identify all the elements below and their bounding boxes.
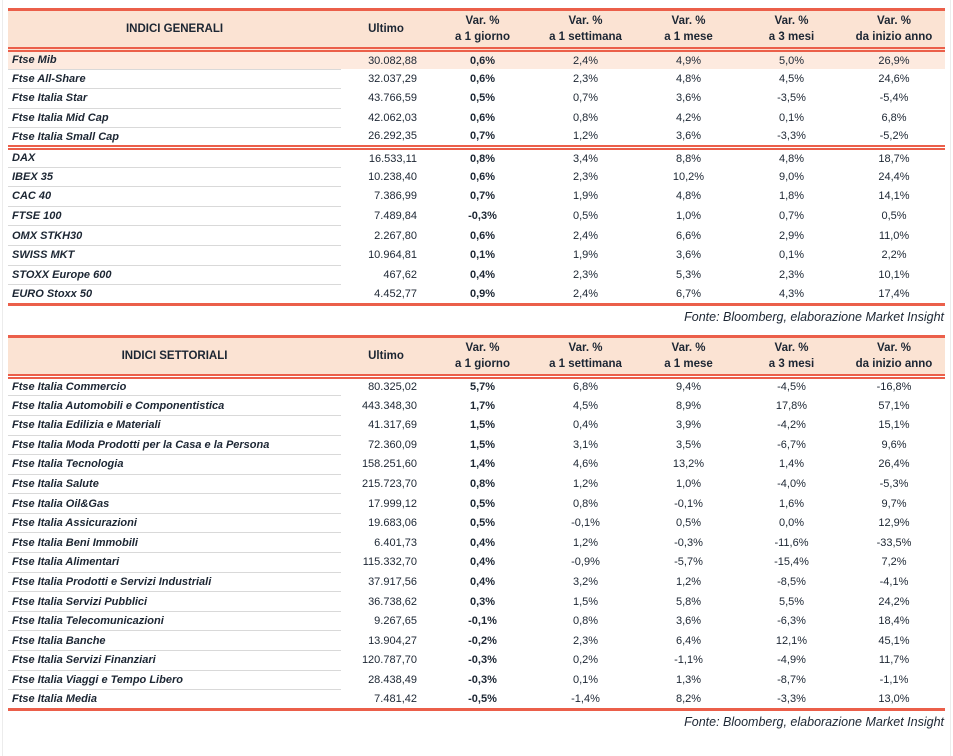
var-percent-cell: 4,2%: [675, 112, 702, 125]
var-percent-cell: 1,0%: [675, 210, 702, 223]
var-percent-cell: -4,0%: [777, 477, 806, 490]
var-percent-cell: 6,6%: [675, 229, 702, 242]
var-percent-cell: 0,4%: [469, 556, 496, 569]
table-row: [8, 435, 945, 455]
table-title-sector: INDICI SETTORIALI: [8, 336, 341, 376]
table-row: [8, 89, 945, 109]
var-percent-cell: 8,9%: [675, 399, 702, 412]
var-percent-cell: 4,8%: [675, 72, 702, 85]
last-value-cell: 120.787,70: [361, 654, 417, 667]
last-value-cell: 26.292,35: [368, 130, 417, 143]
var-percent-cell: 0,3%: [469, 595, 496, 608]
var-percent-cell: 1,0%: [675, 477, 702, 490]
var-percent-cell: 1,9%: [572, 190, 599, 203]
index-name-cell: Ftse Italia Oil&Gas: [8, 494, 341, 514]
index-name-cell: Ftse Italia Beni Immobili: [8, 533, 341, 553]
source-note: Fonte: Bloomberg, elaborazione Market Insight: [684, 714, 944, 729]
index-name-cell: Ftse Italia Commercio: [8, 376, 341, 396]
var-percent-cell: 2,4%: [572, 229, 599, 242]
var-percent-cell: -11,6%: [774, 536, 809, 549]
var-percent-cell: 17,8%: [775, 399, 808, 412]
index-name-cell: IBEX 35: [8, 167, 341, 187]
var-percent-cell: -1,1%: [674, 654, 703, 667]
index-name-cell: Ftse Italia Media: [8, 690, 341, 710]
last-value-cell: 30.082,88: [341, 50, 431, 70]
last-value-cell: 37.917,56: [368, 575, 417, 588]
var-percent-cell: -0,3%: [468, 673, 497, 686]
var-percent-cell: -3,3%: [740, 690, 843, 710]
var-percent-cell: 1,4%: [778, 458, 805, 471]
var-percent-cell: 1,7%: [469, 399, 496, 412]
page-right-edge: [950, 0, 951, 756]
column-header-line2: da inizio anno: [855, 31, 933, 43]
last-value-cell: 13.904,27: [368, 634, 417, 647]
var-percent-cell: -6,7%: [777, 438, 806, 451]
var-percent-cell: 15,1%: [878, 419, 910, 432]
var-percent-cell: 4,3%: [740, 285, 843, 305]
var-percent-cell: 3,6%: [675, 130, 702, 143]
column-header-line1: Var. %: [671, 15, 706, 27]
index-name-cell: Ftse Italia Star: [8, 89, 341, 109]
table-header: [8, 336, 945, 376]
index-name-cell: Ftse Italia Moda Prodotti per la Casa e la Persona: [8, 435, 341, 455]
var-percent-cell: 5,0%: [740, 50, 843, 70]
last-value-cell: 4.452,77: [341, 285, 431, 305]
column-header-line1: Var. %: [774, 15, 809, 27]
var-percent-cell: 9,0%: [778, 170, 805, 183]
column-header-line1: Var. %: [568, 15, 603, 27]
var-percent-cell: 1,3%: [675, 673, 702, 686]
var-percent-cell: 12,9%: [878, 517, 910, 530]
var-percent-cell: 0,6%: [431, 50, 534, 70]
var-percent-cell: 8,8%: [637, 147, 740, 167]
var-percent-cell: 6,8%: [881, 112, 907, 125]
table-row: [8, 690, 945, 710]
var-percent-cell: 24,2%: [878, 595, 910, 608]
column-header-line2: a 1 giorno: [455, 357, 510, 370]
var-percent-cell: -4,5%: [777, 381, 806, 394]
column-header-line2: a 3 mesi: [768, 31, 815, 43]
table-row: [8, 108, 945, 128]
index-name-cell: EURO Stoxx 50: [8, 285, 341, 305]
var-percent-cell: 0,4%: [572, 419, 599, 432]
column-header-var-3m: [740, 336, 843, 376]
var-percent-cell: 11,0%: [878, 229, 910, 242]
var-percent-cell: 9,6%: [881, 438, 907, 451]
var-percent-cell: 57,1%: [878, 399, 910, 412]
var-percent-cell: -5,3%: [879, 477, 909, 490]
var-percent-cell: 0,9%: [431, 285, 534, 305]
column-header-line2: a 1 mese: [664, 357, 713, 370]
column-header-var-3m: [740, 10, 843, 50]
table-row: [8, 415, 945, 435]
table-row: [8, 69, 945, 89]
column-header-line1: Var. %: [877, 341, 911, 354]
var-percent-cell: 1,2%: [572, 130, 599, 143]
var-percent-cell: 0,4%: [469, 575, 496, 588]
var-percent-cell: 0,5%: [572, 210, 599, 223]
index-name-cell: Ftse Italia Tecnologia: [8, 455, 341, 475]
table-row: [8, 187, 945, 207]
var-percent-cell: 10,2%: [672, 170, 705, 183]
var-percent-cell: -8,5%: [777, 575, 806, 588]
var-percent-cell: -3,5%: [777, 92, 806, 105]
index-name-cell: Ftse Italia Telecomunicazioni: [8, 611, 341, 631]
var-percent-cell: 0,4%: [469, 268, 496, 281]
var-percent-cell: -5,7%: [674, 556, 703, 569]
var-percent-cell: 4,5%: [572, 399, 599, 412]
var-percent-cell: 4,9%: [637, 50, 740, 70]
last-value-cell: 32.037,29: [368, 72, 417, 85]
column-header-line2: da inizio anno: [855, 357, 933, 370]
table-row: [8, 553, 945, 573]
var-percent-cell: 0,6%: [469, 229, 496, 242]
var-percent-cell: 5,3%: [675, 268, 702, 281]
index-name-cell: STOXX Europe 600: [8, 265, 341, 285]
var-percent-cell: -5,2%: [879, 130, 909, 143]
last-value-cell: 43.766,59: [368, 92, 417, 105]
sector-indices-table: [8, 335, 945, 711]
last-value-cell: 7.489,84: [374, 210, 417, 223]
column-header-line1: Var. %: [465, 15, 500, 27]
table-row: [8, 226, 945, 246]
var-percent-cell: 0,7%: [572, 92, 599, 105]
var-percent-cell: 2,3%: [778, 268, 805, 281]
var-percent-cell: 1,5%: [572, 595, 599, 608]
table-row: [8, 265, 945, 285]
last-value-cell: 17.999,12: [368, 497, 417, 510]
last-value-cell: 72.360,09: [368, 438, 417, 451]
var-percent-cell: 3,1%: [572, 438, 599, 451]
page-left-edge: [2, 0, 3, 756]
var-percent-cell: 2,9%: [778, 229, 805, 242]
var-percent-cell: 12,1%: [775, 634, 808, 647]
var-percent-cell: 2,3%: [572, 268, 599, 281]
column-header-var-1w: [534, 336, 637, 376]
table-row: [8, 631, 945, 651]
var-percent-cell: -4,9%: [777, 654, 806, 667]
var-percent-cell: 10,1%: [878, 268, 910, 281]
var-percent-cell: 24,4%: [878, 170, 910, 183]
var-percent-cell: 2,3%: [572, 170, 599, 183]
last-value-cell: 7.386,99: [374, 190, 417, 203]
var-percent-cell: 2,2%: [881, 249, 907, 262]
column-header-var-ytd: [843, 336, 945, 376]
table-row: [8, 147, 945, 167]
last-value-cell: 2.267,80: [374, 229, 417, 242]
var-percent-cell: 11,7%: [878, 654, 910, 667]
var-percent-cell: 6,8%: [572, 381, 599, 394]
var-percent-cell: -1,4%: [534, 690, 637, 710]
table-header: [8, 10, 945, 50]
column-header-line2: a 1 settimana: [549, 31, 622, 43]
var-percent-cell: 13,2%: [672, 458, 705, 471]
var-percent-cell: 0,8%: [469, 477, 496, 490]
var-percent-cell: -16,8%: [876, 381, 912, 394]
column-header-ultimo: Ultimo: [341, 336, 431, 376]
index-name-cell: SWISS MKT: [8, 245, 341, 265]
table-row: [8, 167, 945, 187]
index-name-cell: OMX STKH30: [8, 226, 341, 246]
var-percent-cell: 2,3%: [572, 634, 599, 647]
last-value-cell: 6.401,73: [374, 536, 417, 549]
var-percent-cell: 0,8%: [572, 497, 599, 510]
index-name-cell: CAC 40: [8, 187, 341, 207]
var-percent-cell: 0,1%: [778, 249, 805, 262]
european-indices-group: [8, 147, 945, 304]
var-percent-cell: 0,6%: [469, 72, 496, 85]
column-header-var-1m: [637, 10, 740, 50]
index-name-cell: Ftse Mib: [8, 50, 341, 70]
var-percent-cell: 8,2%: [637, 690, 740, 710]
table-row: [8, 592, 945, 612]
last-value-cell: 158.251,60: [361, 458, 417, 471]
last-value-cell: 7.481,42: [341, 690, 431, 710]
var-percent-cell: -1,1%: [879, 673, 909, 686]
var-percent-cell: 1,5%: [469, 438, 496, 451]
index-name-cell: Ftse Italia Assicurazioni: [8, 513, 341, 533]
last-value-cell: 467,62: [383, 268, 417, 281]
var-percent-cell: 0,5%: [469, 92, 496, 105]
var-percent-cell: 0,4%: [469, 536, 496, 549]
general-indices-table: [8, 8, 945, 306]
var-percent-cell: 24,6%: [878, 72, 910, 85]
table-row: [8, 455, 945, 475]
table-row: [8, 50, 945, 70]
index-name-cell: Ftse Italia Automobili e Componentistica: [8, 396, 341, 416]
var-percent-cell: 5,5%: [778, 595, 805, 608]
index-name-cell: Ftse Italia Alimentari: [8, 553, 341, 573]
var-percent-cell: 2,4%: [534, 50, 637, 70]
var-percent-cell: 1,4%: [469, 458, 496, 471]
last-value-cell: 19.683,06: [368, 517, 417, 530]
table-row: [8, 376, 945, 396]
var-percent-cell: 0,8%: [572, 615, 599, 628]
last-value-cell: 9.267,65: [374, 615, 417, 628]
column-header-var-1w: [534, 10, 637, 50]
var-percent-cell: 4,8%: [675, 190, 702, 203]
var-percent-cell: 4,8%: [740, 147, 843, 167]
last-value-cell: 36.738,62: [368, 595, 417, 608]
header-row: [8, 10, 945, 50]
var-percent-cell: 3,4%: [534, 147, 637, 167]
var-percent-cell: 1,2%: [572, 536, 599, 549]
table-row: [8, 494, 945, 514]
var-percent-cell: 7,2%: [881, 556, 907, 569]
column-header-line2: a 1 settimana: [549, 357, 622, 370]
var-percent-cell: -33,5%: [876, 536, 912, 549]
var-percent-cell: 0,0%: [778, 517, 805, 530]
index-name-cell: Ftse Italia Viaggi e Tempo Libero: [8, 670, 341, 690]
var-percent-cell: -15,4%: [774, 556, 809, 569]
var-percent-cell: 18,7%: [843, 147, 945, 167]
var-percent-cell: 0,2%: [572, 654, 599, 667]
var-percent-cell: 2,4%: [534, 285, 637, 305]
var-percent-cell: 1,5%: [469, 419, 496, 432]
var-percent-cell: -0,5%: [431, 690, 534, 710]
var-percent-cell: 3,6%: [675, 92, 702, 105]
index-name-cell: Ftse Italia Small Cap: [8, 128, 341, 148]
var-percent-cell: 0,7%: [469, 130, 496, 143]
var-percent-cell: 26,4%: [878, 458, 910, 471]
var-percent-cell: 0,7%: [469, 190, 496, 203]
last-value-cell: 16.533,11: [341, 147, 431, 167]
table-row: [8, 285, 945, 305]
last-value-cell: 42.062,03: [368, 112, 417, 125]
column-header-var-1m: [637, 336, 740, 376]
column-header-var-1d: [431, 10, 534, 50]
column-header-var-ytd: [843, 10, 945, 50]
var-percent-cell: 1,9%: [572, 249, 599, 262]
last-value-cell: 443.348,30: [361, 399, 417, 412]
var-percent-cell: 3,5%: [675, 438, 702, 451]
column-header-line1: Var. %: [568, 341, 603, 354]
var-percent-cell: 45,1%: [878, 634, 910, 647]
source-note: Fonte: Bloomberg, elaborazione Market Insight: [684, 309, 944, 324]
table-row: [8, 396, 945, 416]
var-percent-cell: 4,6%: [572, 458, 599, 471]
var-percent-cell: 2,3%: [572, 72, 599, 85]
var-percent-cell: 1,2%: [675, 575, 702, 588]
header-row: [8, 336, 945, 376]
var-percent-cell: 26,9%: [843, 50, 945, 70]
var-percent-cell: 14,1%: [878, 190, 910, 203]
index-name-cell: Ftse Italia Mid Cap: [8, 108, 341, 128]
var-percent-cell: 13,0%: [843, 690, 945, 710]
var-percent-cell: -0,1%: [674, 497, 703, 510]
table-row: [8, 474, 945, 494]
var-percent-cell: -0,3%: [468, 654, 497, 667]
column-header-line1: Var. %: [774, 341, 809, 354]
var-percent-cell: -4,1%: [879, 575, 909, 588]
last-value-cell: 115.332,70: [362, 556, 417, 569]
sector-indices-group: [8, 376, 945, 709]
column-header-line2: a 1 mese: [664, 31, 713, 43]
var-percent-cell: 17,4%: [843, 285, 945, 305]
var-percent-cell: 0,7%: [778, 210, 805, 223]
var-percent-cell: 0,1%: [778, 112, 805, 125]
var-percent-cell: 0,1%: [572, 673, 599, 686]
var-percent-cell: -0,3%: [674, 536, 703, 549]
var-percent-cell: 0,5%: [469, 517, 496, 530]
var-percent-cell: -5,4%: [879, 92, 909, 105]
column-header-var-1d: [431, 336, 534, 376]
var-percent-cell: 6,4%: [675, 634, 702, 647]
table-row: [8, 513, 945, 533]
var-percent-cell: 0,8%: [431, 147, 534, 167]
table-row: [8, 533, 945, 553]
table-row: [8, 128, 945, 148]
var-percent-cell: -4,2%: [777, 419, 806, 432]
var-percent-cell: 0,1%: [469, 249, 496, 262]
index-name-cell: Ftse Italia Edilizia e Materiali: [8, 415, 341, 435]
var-percent-cell: 0,5%: [675, 517, 702, 530]
index-name-cell: Ftse Italia Servizi Pubblici: [8, 592, 341, 612]
var-percent-cell: 9,7%: [881, 497, 907, 510]
index-name-cell: DAX: [8, 147, 341, 167]
last-value-cell: 215.723,70: [361, 477, 417, 490]
var-percent-cell: 5,8%: [675, 595, 702, 608]
table-row: [8, 670, 945, 690]
var-percent-cell: 0,5%: [881, 210, 907, 223]
index-name-cell: FTSE 100: [8, 206, 341, 226]
table-title-general: INDICI GENERALI: [8, 10, 341, 50]
var-percent-cell: 1,6%: [778, 497, 805, 510]
var-percent-cell: 6,7%: [637, 285, 740, 305]
column-header-line2: a 3 mesi: [768, 357, 815, 370]
column-header-line1: Var. %: [877, 15, 911, 27]
table-row: [8, 611, 945, 631]
table-row: [8, 572, 945, 592]
table-row: [8, 206, 945, 226]
var-percent-cell: 18,4%: [878, 615, 910, 628]
table-row: [8, 651, 945, 671]
var-percent-cell: 1,2%: [572, 477, 599, 490]
italian-indices-group: [8, 50, 945, 148]
index-name-cell: Ftse Italia Servizi Finanziari: [8, 651, 341, 671]
var-percent-cell: 0,8%: [572, 112, 599, 125]
var-percent-cell: -0,2%: [468, 634, 497, 647]
last-value-cell: 10.238,40: [368, 170, 417, 183]
index-name-cell: Ftse Italia Salute: [8, 474, 341, 494]
var-percent-cell: 5,7%: [469, 381, 496, 394]
var-percent-cell: 0,6%: [469, 112, 496, 125]
var-percent-cell: 9,4%: [675, 381, 702, 394]
var-percent-cell: 3,6%: [675, 615, 702, 628]
last-value-cell: 10.964,81: [368, 249, 417, 262]
var-percent-cell: -0,3%: [468, 210, 497, 223]
table-row: [8, 245, 945, 265]
last-value-cell: 41.317,69: [368, 419, 417, 432]
column-header-line1: Var. %: [671, 341, 706, 354]
column-header-line2: a 1 giorno: [455, 31, 510, 43]
index-name-cell: Ftse Italia Banche: [8, 631, 341, 651]
last-value-cell: 80.325,02: [368, 381, 417, 394]
var-percent-cell: -8,7%: [777, 673, 806, 686]
var-percent-cell: 1,8%: [778, 190, 805, 203]
var-percent-cell: -0,9%: [571, 556, 600, 569]
index-name-cell: Ftse Italia Prodotti e Servizi Industriali: [8, 572, 341, 592]
var-percent-cell: -3,3%: [777, 130, 806, 143]
column-header-line1: Var. %: [465, 341, 500, 354]
last-value-cell: 28.438,49: [368, 673, 417, 686]
var-percent-cell: 0,5%: [469, 497, 496, 510]
var-percent-cell: -0,1%: [468, 615, 497, 628]
column-header-ultimo: Ultimo: [341, 10, 431, 50]
index-name-cell: Ftse All-Share: [8, 69, 341, 89]
var-percent-cell: 0,6%: [469, 170, 496, 183]
var-percent-cell: -0,1%: [571, 517, 600, 530]
var-percent-cell: 4,5%: [778, 72, 805, 85]
var-percent-cell: 3,9%: [675, 419, 702, 432]
var-percent-cell: -6,3%: [777, 615, 806, 628]
var-percent-cell: 3,6%: [675, 249, 702, 262]
var-percent-cell: 3,2%: [572, 575, 599, 588]
